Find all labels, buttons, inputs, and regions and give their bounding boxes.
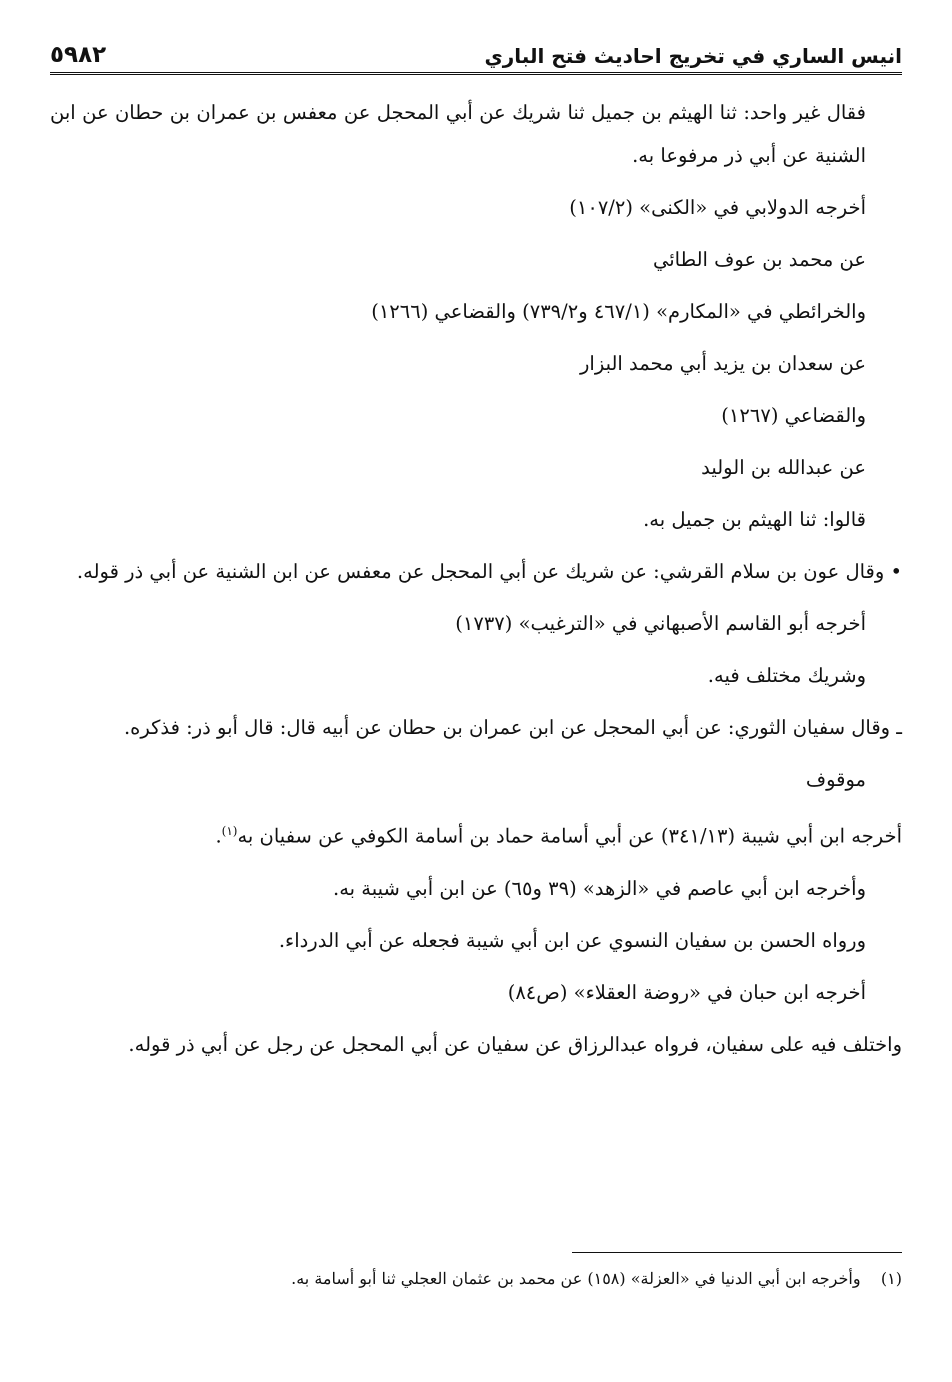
paragraph: قالوا: ثنا الهيثم بن جميل به. [643,508,866,531]
paragraph: والخرائطي في «المكارم» (٤٦٧/١ و٧٣٩/٢) والقضاعي (١٢٦٦) [371,300,866,323]
paragraph: موقوف [805,768,866,791]
paragraph: عن محمد بن عوف الطائي [653,248,866,271]
footnote-text: وأخرجه ابن أبي الدنيا في «العزلة» (١٥٨) عن محمد بن عثمان العجلي ثنا أبو أسامة به. [291,1269,861,1288]
paragraph: فقال غير واحد: ثنا الهيثم بن جميل ثنا شريك عن أبي المحجل عن معفس بن عمران بن حطان عن ابن الشنية عن أبي ذر مرفوعا به. [50,101,866,167]
paragraph-with-footnote: أخرجه ابن أبي شيبة (٣٤١/١٣) عن أبي أسامة حماد بن أسامة الكوفي عن سفيان به$^{(١)}$. [215,824,902,848]
paragraph: واختلف فيه على سفيان، فرواه عبدالرزاق عن سفيان عن أبي المحجل عن رجل عن أبي ذر قوله. [128,1032,902,1056]
paragraph: عن سعدان بن يزيد أبي محمد البزار [580,352,866,375]
page-number: ٥٩٨٢ [50,42,107,68]
paragraph-text: أخرجه ابن أبي شيبة (٣٤١/١٣) عن أبي أسامة حماد بن أسامة الكوفي عن سفيان به [237,824,902,848]
paragraph: أخرجه أبو القاسم الأصبهاني في «الترغيب» (١٧٣٧) [455,612,866,635]
paragraph: • وقال عون بن سلام القرشي: عن شريك عن أبي المحجل عن معفس عن ابن الشنية عن أبي ذر قوله. [76,560,902,583]
running-title: انيس الساري في تخريج احاديث فتح الباري [484,44,902,68]
page-header [50,30,902,75]
paragraph: أخرجه ابن حبان في «روضة العقلاء» (ص٨٤) [507,980,866,1004]
paragraph: وشريك مختلف فيه. [707,664,866,687]
footnote-separator [572,1252,902,1253]
footnote [50,1264,902,1294]
paragraph: أخرجه الدولابي في «الكنى» (١٠٧/٢) [569,196,866,219]
paragraph: والقضاعي (١٢٦٧) [721,404,866,427]
footnote-marker: (١) [221,824,238,838]
footnote-number: (١) [880,1269,902,1288]
paragraph: وأخرجه ابن أبي عاصم في «الزهد» (٣٩ و٦٥) عن ابن أبي شيبة به. [333,876,866,900]
page [50,30,902,1360]
paragraph: ورواه الحسن بن سفيان النسوي عن ابن أبي شيبة فجعله عن أبي الدرداء. [278,928,866,952]
paragraph: عن عبدالله بن الوليد [701,456,866,479]
main-text [50,91,902,1066]
paragraph: ـ وقال سفيان الثوري: عن أبي المحجل عن ابن عمران بن حطان عن أبيه قال: قال أبو ذر: فذكره. [123,716,902,739]
